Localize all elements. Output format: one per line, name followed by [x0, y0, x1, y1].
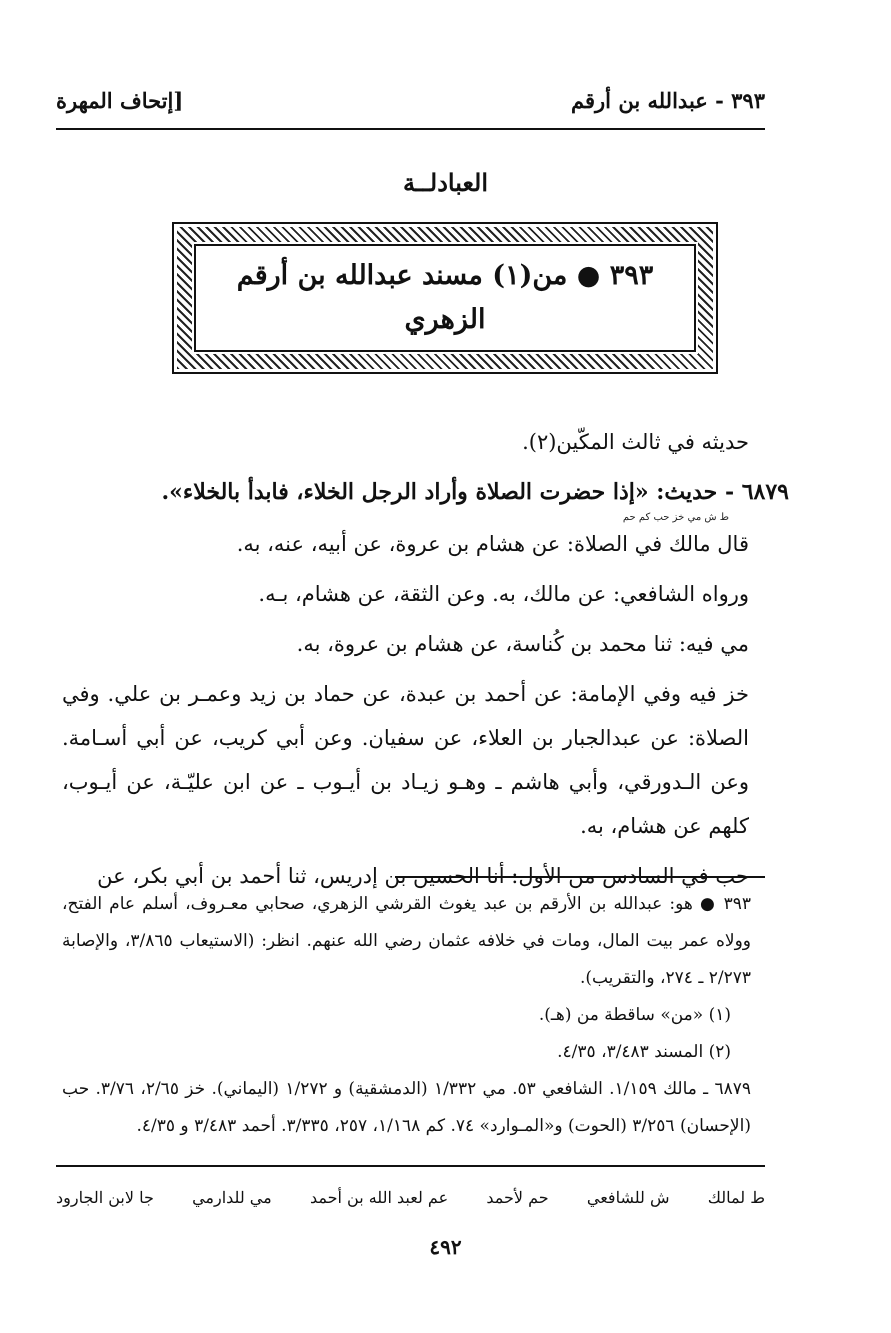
header-book-title: [إتحاف المهرة: [56, 87, 184, 113]
paragraph-darimi: مي فيه: ثنا محمد بن كُناسة، عن هشام بن عروة، به.: [296, 632, 749, 656]
page-number: ٤٩٢: [429, 1235, 462, 1259]
header-rule: [56, 128, 765, 130]
footnote-2: (٢) المسند ٣/٤٨٣، ٤/٣٥.: [557, 1042, 731, 1062]
ornamental-frame: [172, 222, 718, 374]
footnote-1: (١) «من» ساقطة من (هـ).: [538, 1005, 731, 1025]
hadith-heading: ٦٨٧٩ - حديث: «إذا حضرت الصلاة وأراد الرجل الخلاء، فابدأ بالخلاء».: [161, 479, 789, 505]
paragraph-hibban: حب في السادس من الأول: أنا الحسين بن إدريس، ثنا أحمد بن أبي بكر، عن: [97, 864, 749, 888]
abbreviation-item: ش للشافعي: [586, 1187, 670, 1207]
hadith-sigla: ط ش مي خز حب كم حم: [622, 512, 729, 523]
abbreviation-item: مي للدارمي: [192, 1187, 272, 1207]
paragraph-malik: قال مالك في الصلاة: عن هشام بن عروة، عن أبيه، عنه، به.: [236, 532, 749, 556]
abbreviation-item: ط لمالك: [707, 1187, 765, 1207]
frame-title-box: [194, 244, 696, 352]
footnotes: [62, 886, 779, 1145]
abbreviations-rule: [56, 1165, 765, 1167]
running-header: [56, 80, 765, 120]
intro-line: حديثه في ثالث المكّين(٢).: [522, 430, 749, 454]
paragraph-khuzaymah: خز فيه وفي الإمامة: عن أحمد بن عبدة، عن حماد بن زيد وعمـر بن علي. وفي الصلاة: عن عبدالجبار بن العلاء، عن سفيان. وعن أبي كريب، عن أبي أسـامة. وعن الـدورقي، وأبي هاشم ـ وهـو زيـاد بن أيـوب ـ عن ابن عليّـة، عن أيـوب، كلهم عن هشام، به.: [62, 682, 749, 838]
header-section-title: ٣٩٣ - عبدالله بن أرقم: [571, 87, 765, 113]
abbreviations-key: [56, 1180, 765, 1214]
abbreviation-item: جا لابن الجارود: [56, 1187, 154, 1207]
main-text: [62, 420, 789, 898]
abbreviation-item: حم لأحمد: [486, 1187, 549, 1207]
frame-title-line-1: ٣٩٣ ● من(١) مسند عبدالله بن أرقم: [236, 260, 654, 291]
footnote-biography: ٣٩٣ ● هو: عبدالله بن الأرقم بن عبد يغوث القرشي الزهري، صحابي معـروف، أسلم عام الفتح، وولاه عمر بيت المال، ومات في خلافه عثمان رضي الله عنهم. انظر: (الاستيعاب ٣/٨٦٥، والإصابة ٢/٢٧٣ ـ ٢٧٤، والتقريب).: [62, 894, 751, 988]
frame-title-line-2: الزهري: [404, 304, 486, 335]
footnote-rule: [395, 876, 765, 878]
paragraph-shafii: ورواه الشافعي: عن مالك، به. وعن الثقة، عن هشام، بـه.: [258, 582, 749, 606]
abbreviation-item: عم لعبد الله بن أحمد: [309, 1187, 449, 1207]
footnote-sources: ٦٨٧٩ ـ مالك ١/١٥٩. الشافعي ٥٣. مي ١/٣٣٢ (الدمشقية) و ١/٢٧٢ (اليماني). خز ٢/٦٥، ٣/٧٦. حب (الإحسان) ٣/٢٥٦ (الحوت) و«المـوارد» ٧٤. كم ١/١٦٨، ٢٥٧، ٣/٣٣٥. أحمد ٣/٤٨٣ و ٤/٣٥.: [62, 1079, 751, 1136]
section-title: العبادلــة: [402, 168, 489, 197]
